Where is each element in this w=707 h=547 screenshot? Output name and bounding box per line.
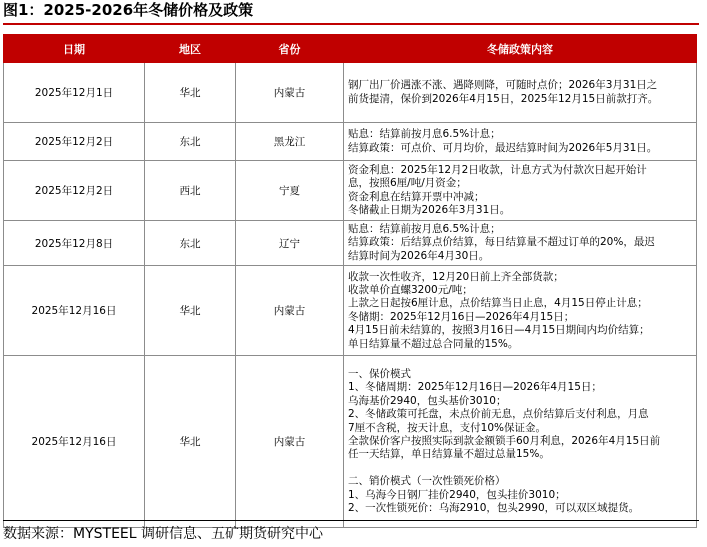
figure-title: 图1：2025-2026年冬储价格及政策 [3,1,254,19]
title-divider [3,23,699,25]
policy-line [348,462,693,475]
policy-cell [344,63,697,123]
province-cell: 辽宁 [236,221,344,266]
policy-cell [344,356,697,528]
date-cell: 2025年12月16日 [4,356,145,528]
policy-line: 2、一次性锁死价：乌海2910，包头2990，可以双区域提货。 [348,502,640,515]
date-cell: 2025年12月16日 [4,266,145,356]
policy-line: 乌海基价2940，包头基价3010； [348,394,507,407]
header-date: 日期 [4,35,145,63]
region-cell: 华北 [145,63,236,123]
date-cell: 2025年12月2日 [4,123,145,161]
region-cell: 东北 [145,221,236,266]
header-province: 省份 [236,35,344,63]
policy-line: 贴息：结算前按月息6.5%计息； [348,128,501,141]
table-row [4,356,697,528]
date-cell: 2025年12月1日 [4,63,145,123]
policy-line: 一、保价模式 [348,367,411,380]
region-cell: 东北 [145,123,236,161]
province-cell: 内蒙古 [236,266,344,356]
policy-cell [344,266,697,356]
table-row [4,221,697,266]
policy-cell [344,221,697,266]
winter-storage-policy-table [3,34,697,528]
table-row [4,266,697,356]
policy-line: 4月15日前未结算的，按照3月16日—4月15日期间内均价结算； [348,324,650,337]
region-cell: 华北 [145,266,236,356]
header-policy: 冬储政策内容 [344,35,697,63]
policy-line: 资金利息：2025年12月2日收款，计息方式为付款次日起开始计 [348,163,647,176]
policy-line: 1、乌海今日钢厂挂价2940，包头挂价3010； [348,488,566,501]
policy-line: 2、冬储政策可托盘，未点价前无息，点价结算后支付利息，月息 [348,408,649,421]
table-header-row [4,35,697,63]
policy-line: 结算政策：可点价、可月均价，最迟结算时间为2026年5月31日。 [348,141,658,154]
policy-line: 冬储期：2025年12月16日—2026年4月15日； [348,310,575,323]
policy-line: 钢厂出厂价遇涨不涨、遇降则降，可随时点价；2026年3月31日之 [348,79,658,92]
table-row [4,123,697,161]
policy-line: 单日结算量不超过总合同量的15%。 [348,337,519,350]
policy-line: 7厘不含税，按天计息，支付10%保证金。 [348,421,547,434]
table-row [4,63,697,123]
policy-cell [344,123,697,161]
province-cell: 内蒙古 [236,356,344,528]
policy-line: 资金利息在结算开票中冲减； [348,190,485,203]
date-cell: 2025年12月8日 [4,221,145,266]
policy-line: 上款之日起按6厘计息，点价结算当日止息，4月15日停止计息； [348,297,648,310]
province-cell: 宁夏 [236,161,344,221]
policy-line: 任一天结算，单日结算量不超过总量15%。 [348,448,550,461]
region-cell: 西北 [145,161,236,221]
region-cell: 华北 [145,356,236,528]
policy-line: 结算政策：后结算点价结算，每日结算量不超过订单的20%，最迟 [348,236,655,249]
policy-line: 1、冬储周期：2025年12月16日—2026年4月15日； [348,381,602,394]
province-cell: 黑龙江 [236,123,344,161]
table-row [4,161,697,221]
date-cell: 2025年12月2日 [4,161,145,221]
data-source: 数据来源：MYSTEEL 调研信息、五矿期货研究中心 [3,526,324,542]
policy-line: 息，按照6厘/吨/月资金； [348,177,467,190]
policy-line: 前货提清，保价到2026年4月15日，2025年12月15日前款打齐。 [348,92,659,105]
policy-line: 结算时间为2026年4月30日。 [348,249,490,262]
policy-line: 全款保价客户按照实际到款金额锁手60月利息，2026年4月15日前 [348,435,661,448]
policy-line: 贴息：结算前按月息6.5%计息； [348,223,501,235]
policy-line: 二、销价模式（一次性锁死价格） [348,475,506,488]
source-divider [3,520,699,521]
policy-line: 冬储截止日期为2026年3月31日。 [348,203,511,216]
province-cell: 内蒙古 [236,63,344,123]
policy-line: 收款单价直螺3200元/吨； [348,283,473,296]
policy-cell [344,161,697,221]
header-region: 地区 [145,35,236,63]
policy-line: 收款一次性收齐，12月20日前上齐全部货款； [348,270,564,283]
